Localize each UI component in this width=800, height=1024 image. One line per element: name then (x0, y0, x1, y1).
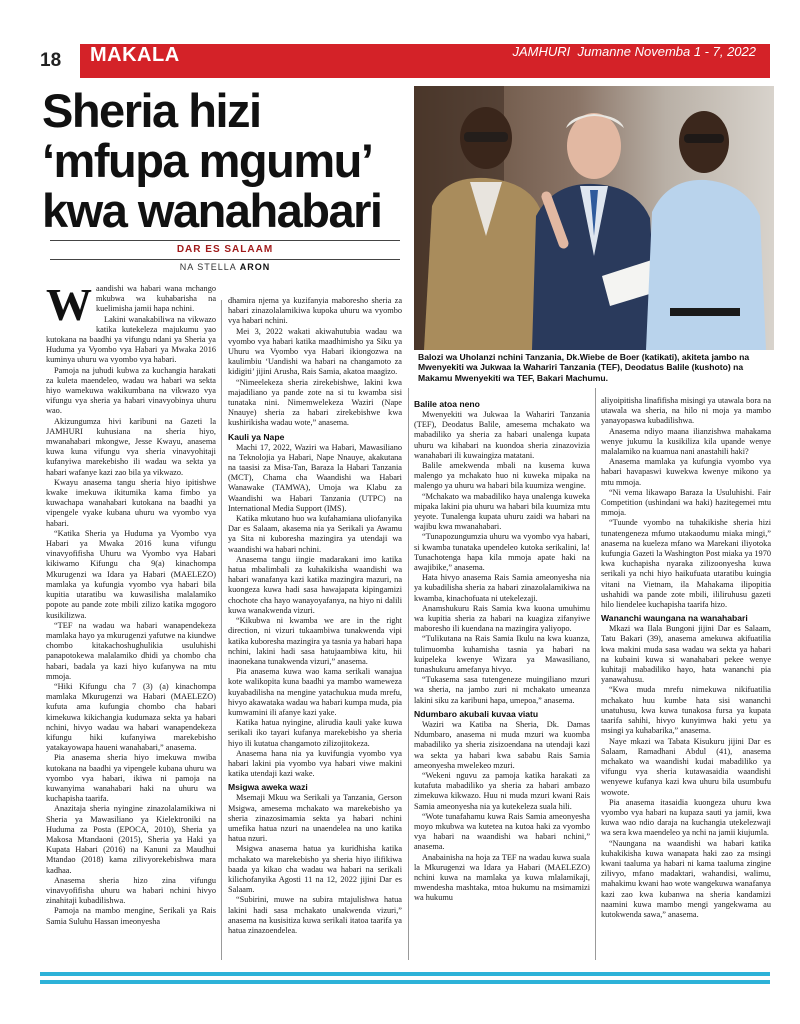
paragraph: Kwayu anasema tangu sheria hiyo ipitishwe kwake imekuwa ikitumika kama fimbo ya kuwachapa wanahabari kutokana na baadhi ya vipengele vyake kubana uhuru wa vyombo vya habari. (46, 477, 216, 528)
paragraph: dhamira njema ya kuzifanyia maboresho sheria za habari zinazolalamikiwa kupoka uhuru wa vyombo vya habari nchini. (228, 296, 402, 326)
paragraph: “Wekeni nguvu za pamoja katika harakati za kutafuta mabadiliko ya sheria za habari ambazo zimekuwa kikwazo. Huu ni muda mzuri kwani Rais Samia ameonyesha nia ya kutekeleza suala hili. (414, 770, 590, 811)
paragraph: “Tunapozungumzia uhuru wa vyombo vya habari, si kwamba tunataka upendeleo kutoka serikalini, la! Tunachotenga hapa kila mmoja apate haki na awajibike,” anasema. (414, 532, 590, 573)
article-column-2 (228, 296, 402, 964)
paragraph: Pia anasema kuwa wao kama serikali wanajua kote walikopita kuna baadhi ya mambo wameweza kuyabadilisha na mengine yatachukua muda mrefu, hivyo akawataka wadau wa habari kumpa muda, pia kumwamini ili afanye kazi yake. (228, 667, 402, 717)
page-header (40, 44, 770, 78)
paragraph: “TEF na wadau wa habari wanapendekeza mamlaka hayo ya mkurugenzi yafutwe na kiundwe chombo kitakachoshughulikia usuluhishi panapotokewa malalamiko dhidi ya chombo cha habari, badala ya kazi hiyo kufanywa na mtu mmoja. (46, 620, 216, 681)
column-rule (408, 388, 409, 960)
section-banner (80, 44, 770, 78)
paragraph: Anasema mamlaka ya kufungia vyombo vya habari havapaswi kuwekwa kwenye mikono ya mtu mmoja. (601, 457, 771, 487)
article-column-1 (46, 284, 216, 964)
paragraph: Anazitaja sheria nyingine zinazolalamikiwa ni Sheria ya Mawasiliano ya Kielektroniki na Huduma za Posta (EPOCA, 2010), Sheria ya Makosa Mtandaoni (2015), Sheria ya Haki ya Kupata Habari (2016) na Kanuni za Maudhui Mtandao (2018) kama zilivyorekebishwa mara kadhaa. (46, 804, 216, 875)
paragraph: “Tuunde vyombo na tuhakikishe sheria hizi tunatengeneza mfumo utakaodumu miaka mingi,” anasema na kueleza mfano wa Marekani iliyotoka kufungia Gazeti la Washington Post miaka ya 1970 kwa kuchapisha nyaraka zilizoonyesha kuwa serikali ya nchi hiyo haikufuata utaratibu kuingia vitani na Vietnam, ila Mahakama ilipopitia ushahidi wa pande zote mbili, ililiruhusu gazeti hilo liendelee kuchapisha taarifa hizo. (601, 518, 771, 610)
paragraph: Waziri wa Katiba na Sheria, Dk. Damas Ndumbaro, anasema ni muda mzuri wa kuomba mabadiliko ya sheria zisizoendana na utendaji kazi wa sekta ya habari kwa sababu Rais Samia ameonyesha mwelekeo mzuri. (414, 719, 590, 770)
photo-caption: Balozi wa Uholanzi nchini Tanzania, Dk.Wiebe de Boer (katikati), akiteta jambo na Mwenyekiti wa Jukwaa la Wahariri Tanzania (TEF), Deodatus Balile (kushoto) na Makamu Mwenyekiti wa TEF, Bakari Machumu. (418, 352, 750, 383)
paragraph: “Tukasema sasa tutengeneze muingiliano mzuri wa sheria, na jambo zuri ni mchakato umeanza lakini siku za karibuni hapa, umepoa,” anasema. (414, 675, 590, 705)
paragraph: “Kikubwa ni kwamba we are in the right direction, ni vizuri tukaambiwa tunakwenda vipi katika kuboresha mazingira ya tasnia ya habari hapa nchini, lakini hadi sasa hatujaambiwa kitu, hii inaonekana tunakwenda vizuri,” anasema. (228, 616, 402, 666)
paragraph: Naye mkazi wa Tabata Kisukuru jijini Dar es Salaam, Ramadhani Abdul (41), anasema mchakato wa waandishi kudai mabadiliko ya vifungu vya sheria kutawasaidia waandishi wenyewe kufanya kazi kwa uhuru bila usumbufu wowote. (601, 736, 771, 797)
paragraph: Pia anasema itasaidia kuongeza uhuru kwa vyombo vya habari na kupaza sauti ya jamii, kwa kuwa wao ndio daraja na kuchangia utekelezwaji wa sera kwa maendeleo ya nchi na jamii kiujumla. (601, 797, 771, 838)
dateline: DAR ES SALAAM (50, 240, 400, 260)
photo-illustration (414, 86, 774, 350)
byline-name: ARON (239, 262, 271, 272)
paragraph: “Subirini, muwe na subira mtajulishwa hatua lakini hadi sasa mchakato unakwenda vizuri,” anasema na kusisitiza kuwa serikali itatoa taarifa ya hatua zinazoendelea. (228, 895, 402, 935)
byline-prefix: NA STELLA (179, 262, 240, 272)
paragraph: Pamoja na mambo mengine, Serikali ya Rais Samia Suluhu Hassan imeonyesha (46, 906, 216, 926)
paragraph: “Tulikutana na Rais Samia Ikulu na kwa kuanza, tulimuomba kuhamisha tasnia ya habari na kuipeleka kwenye Wizara ya Mawasiliano, tunashukuru amefanya hivyo. (414, 634, 590, 675)
paragraph: “Wote tunafahamu kuwa Rais Samia ameonyesha moyo mkubwa wa kutetea na kutoa haki za vyombo vya habari na waandishi wa habari nchini,” anasema. (414, 811, 590, 852)
column-rule (595, 388, 596, 960)
issue-date: Jumanne Novemba 1 - 7, 2022 (577, 44, 756, 59)
paragraph: Anamshukuru Rais Samia kwa kuona umuhimu wa kupitia sheria za habari na kuagiza zifanyiwe maboresho ili kuendana na mazingira yaliyopo. (414, 603, 590, 634)
paragraph: Msemaji Mkuu wa Serikali ya Tanzania, Gerson Msigwa, amesema mchakato wa marekebisho ya sheria zinazosimamia sekta ya habari nchini umefika hatua nzuri na unaendelea na uno katika hatua nzuri. (228, 793, 402, 844)
subheading: Kauli ya Nape (228, 431, 285, 442)
paragraph: Hata hivyo anasema Rais Samia ameonyesha nia ya kubadilisha sheria za habari zinazolalamikiwa na kwamba, kinachofuata ni utekelezaji. (414, 573, 590, 603)
paragraph: Anasema ndiyo maana ilianzishwa mahakama wenye jukumu la kusikiliza kila upande wenye malalamiko na kuamua nani anastahili haki? (601, 426, 771, 457)
paragraph: Pamoja na juhudi kubwa za kuchangia harakati za kuleta maendeleo, wadau wa habari wa sekta hiyo wamekuwa wakikumbana na vikwazo vya vifungu vya sheria ya habari vinavyobinya uhuru wao. (46, 365, 216, 416)
paragraph: Anabainisha na hoja za TEF na wadau kuwa suala la Mkurugenzi wa Idara ya Habari (MAELEZO) nchini kuwa na mamlaka ya kuwa mlalamikaji, mwendesha mashtaka, mtoa hukumu na msimamizi wa hukumu (414, 852, 590, 903)
article-column-4 (601, 396, 771, 964)
paragraph: Lakini wanakabiliwa na vikwazo katika kutekeleza majukumu yao kutokana na baadhi ya vifungu ndani ya Sheria ya Huduma ya Vyombo vya Habari ya Mwaka 2016 kuminya uhuru wa vyombo vya habari. (46, 314, 216, 365)
paragraph: “Katika Sheria ya Huduma ya Vyombo vya Habari ya Mwaka 2016 kuna vifungu vinavyofifisha Uhuru wa Vyombo vya Habari kikiwamo Kifungu cha 9(a) kinachompa Mkurugenzi wa Idara ya Habari (MAELEZO) mamlaka ya kufungia vyombo vya habari bila kupitia utaratibu wa kuwasilisha malalamiko popote au pande zote mbili zilizo katika mgogoro kusikilizwa. (46, 528, 216, 620)
paragraph: Mei 3, 2022 wakati akiwahutubia wadau wa vyombo vya habari katika maadhimisho ya Siku ya Uhuru wa Vyombo vya Habari ikiongozwa na kaulimbiu ‘Uandishi wa habari na changamoto za kidigiti’ jijini Arusha, Rais Samia, akatoa maagizo. (228, 326, 402, 377)
paragraph: Machi 17, 2022, Waziri wa Habari, Mawasiliano na Teknolojia ya Habari, Nape Nnauye, akakutana na taasisi za Misa-Tan, Baraza la Habari Tanzania (MCT), Chama cha Waandishi wa Habari Wanawake (TAMWA), Umoja wa Klabu za Waandishi wa Habari Tanzania (UTPC) na International Media Support (IMS). (228, 442, 402, 513)
paragraph: Anasema tangu iingie madarakani imo katika hatua mbalimbali za kuhakikisha waandishi wa habari wanafanya kazi katika mazingira mazuri, na kuongeza kuwa hadi sasa hawajapata kipingamizi chochote cha hayo wanayoyafanya, na hiyo ni dalili kuwa wanakwenda vizuri. (228, 554, 402, 615)
paragraph: Mkazi wa Ilala Bungoni jijini Dar es Salaam, Tatu Bakari (39), anasema amekuwa akifuatilia kwa makini muda sasa wadau wa sekta ya habari na kubaini kuwa si wanahabari pekee wenye kuhitaji mabadiliko hayo, hata wananchi pia yanawahusu. (601, 624, 771, 685)
paragraph: aandishi wa habari wana mchango mkubwa wa kuhabarisha na kuelimisha jamii hapa nchini. (96, 284, 216, 314)
paragraph: Katika hatua nyingine, alirudia kauli yake kuwa serikali iko tayari kufanya marekebisho ya sheria hiyo ili kutatua changamoto zilizojitokeza. (228, 718, 402, 748)
subheading: Balile atoa neno (414, 399, 480, 409)
paragraph: “Naungana na waandishi wa habari katika kuhakikisha kuwa wanapata haki zao za msingi kwani taaluma ya habari ni kama taaluma zingine zilivyo, mfano madaktari, wahandisi, walimu, mahakimu kwani hao wote wangekuwa wanafanya kazi zao kwa kubanwa na sheria kandamizi naamini kuwa mambo mengi yangekwama au kutokwenda sawa,” anasema. (601, 838, 771, 919)
paragraph: Akizungumza hivi karibuni na Gazeti la JAMHURI kuhusiana na sheria hiyo, mwanahabari mkongwe, Jesse Kwayu, anasema kuwa kuna vifungu vya sheria vinavyohitaji kufanyiwa marekebisho ili wadau wa sekta ya habari wafanye kazi zao bila ya vikwazo. (46, 416, 216, 477)
paragraph: Msigwa anasema hatua ya kuridhisha katika mchakato wa marekebisho ya sheria hiyo ilifikiwa baada ya kikao cha wadau wa habari na serikali kilichofanyika Agosti 11 na 12, 2022 jijini Dar es Salaam. (228, 844, 402, 895)
paragraph: Mwenyekiti wa Jukwaa la Wahariri Tanzania (TEF), Deodatus Balile, amesema mchakato wa mabadiliko ya sheria za habari unalenga kupata uhuru wa kihabari na kuondoa sheria zinazovizia wanahabari ili kuwaingiza matatani. (414, 410, 590, 460)
paragraph: Anasema sheria hizo zina vifungu vinavyofifisha uhuru wa habari nchini hivyo zinahitaji kubadilishwa. (46, 875, 216, 906)
page-number: 18 (40, 50, 62, 71)
paragraph: Katika mkutano huo wa kufahamiana uliofanyika Dar es Salaam, akasema nia ya Serikali ya Awamu ya Sita ni kuboresha mazingira ya utendaji wa waandishi wa habari nchini. (228, 514, 402, 554)
issue-info (512, 44, 756, 59)
paragraph: “Ni vema likawapo Baraza la Usuluhishi. Fair Competition (ushindani wa haki) hazitegemei mtu mmoja. (601, 487, 771, 518)
subheading: Wananchi waungana na wanahabari (601, 613, 748, 624)
paragraph: “Kwa muda mrefu nimekuwa nikifuatilia mchakato huu kumbe hata sisi wananchi unatuhusu, kwa kuwa tunakosa fursa ya kupata taarifa sahihi, hivyo kunyimwa haki yetu ya msingi ya kuhabarika,” anasema. (601, 685, 771, 736)
subheading: Msigwa aweka wazi (228, 782, 308, 793)
paragraph: Pia anasema sheria hiyo imekuwa mwiba kutokana na baadhi ya vipengele kubana uhuru wa vyombo vya habari, ikiwa ni pamoja na kuwanyima wanahabari haki na uhuru wa kuchapisha taarifa. (46, 753, 216, 804)
paragraph: Balile amekwenda mbali na kusema kuwa malengo ya mchakato huo ni kuweka mipaka na malengo ya uhuru wa habari bila kuumiza wengine. (414, 461, 590, 491)
subheading: Ndumbaro akubali kuvaa viatu (414, 708, 539, 719)
paragraph: Anasema hana nia ya kuvifungia vyombo vya habari lakini pia vyombo vya habari viwe makini katika utendaji kazi wake. (228, 748, 402, 779)
paragraph: “Nimeelekeza sheria zirekebishwe, lakini kwa majadiliano ya pande zote na si tu kwamba sisi tunataka nini. Nimemwelekeza Waziri (Nape Nnauye) sheria za habari zirekebishwe kwa kushirikisha wadau wote,” anasema. (228, 377, 402, 428)
dropcap-letter: W (46, 284, 92, 330)
footer-rule (40, 980, 770, 984)
publication-name: JAMHURI (512, 44, 571, 59)
section-label: MAKALA (90, 44, 180, 66)
headline: Sheria hizi ‘mfupa mgumu’ kwa wanahabari (42, 84, 382, 237)
column-rule (221, 300, 222, 960)
article-photo (414, 86, 774, 350)
paragraph: “Mchakato wa mabadiliko haya unalenga kuweka mipaka lakini pia uhuru wa habari bila kuumiza mtu yeyote. Tunalenga kupata uhuru zaidi wa habari na wajibu kwa mwanahabari. (414, 491, 590, 532)
paragraph: aliyoipitisha linafifisha misingi ya utawala bora na utawala wa sheria, na hilo ni moja ya mambo yanayopaswa kubadilishwa. (601, 396, 771, 426)
paragraph: “Hiki Kifungu cha 7 (3) (a) kinachompa mamlaka Mkurugenzi wa Habari (MAELEZO) kufuta ama kufungia chombo cha habari kimekuwa kikichangia kudumaza sekta ya habari nchini, hivyo wadau wa habari wanapendekeza kifungu hiki kufanyiwa marekebisho yatakayowapa haueni wanahabari,” anasema. (46, 681, 216, 753)
footer-rule (40, 972, 770, 976)
article-column-3 (414, 396, 590, 964)
byline (50, 262, 400, 272)
